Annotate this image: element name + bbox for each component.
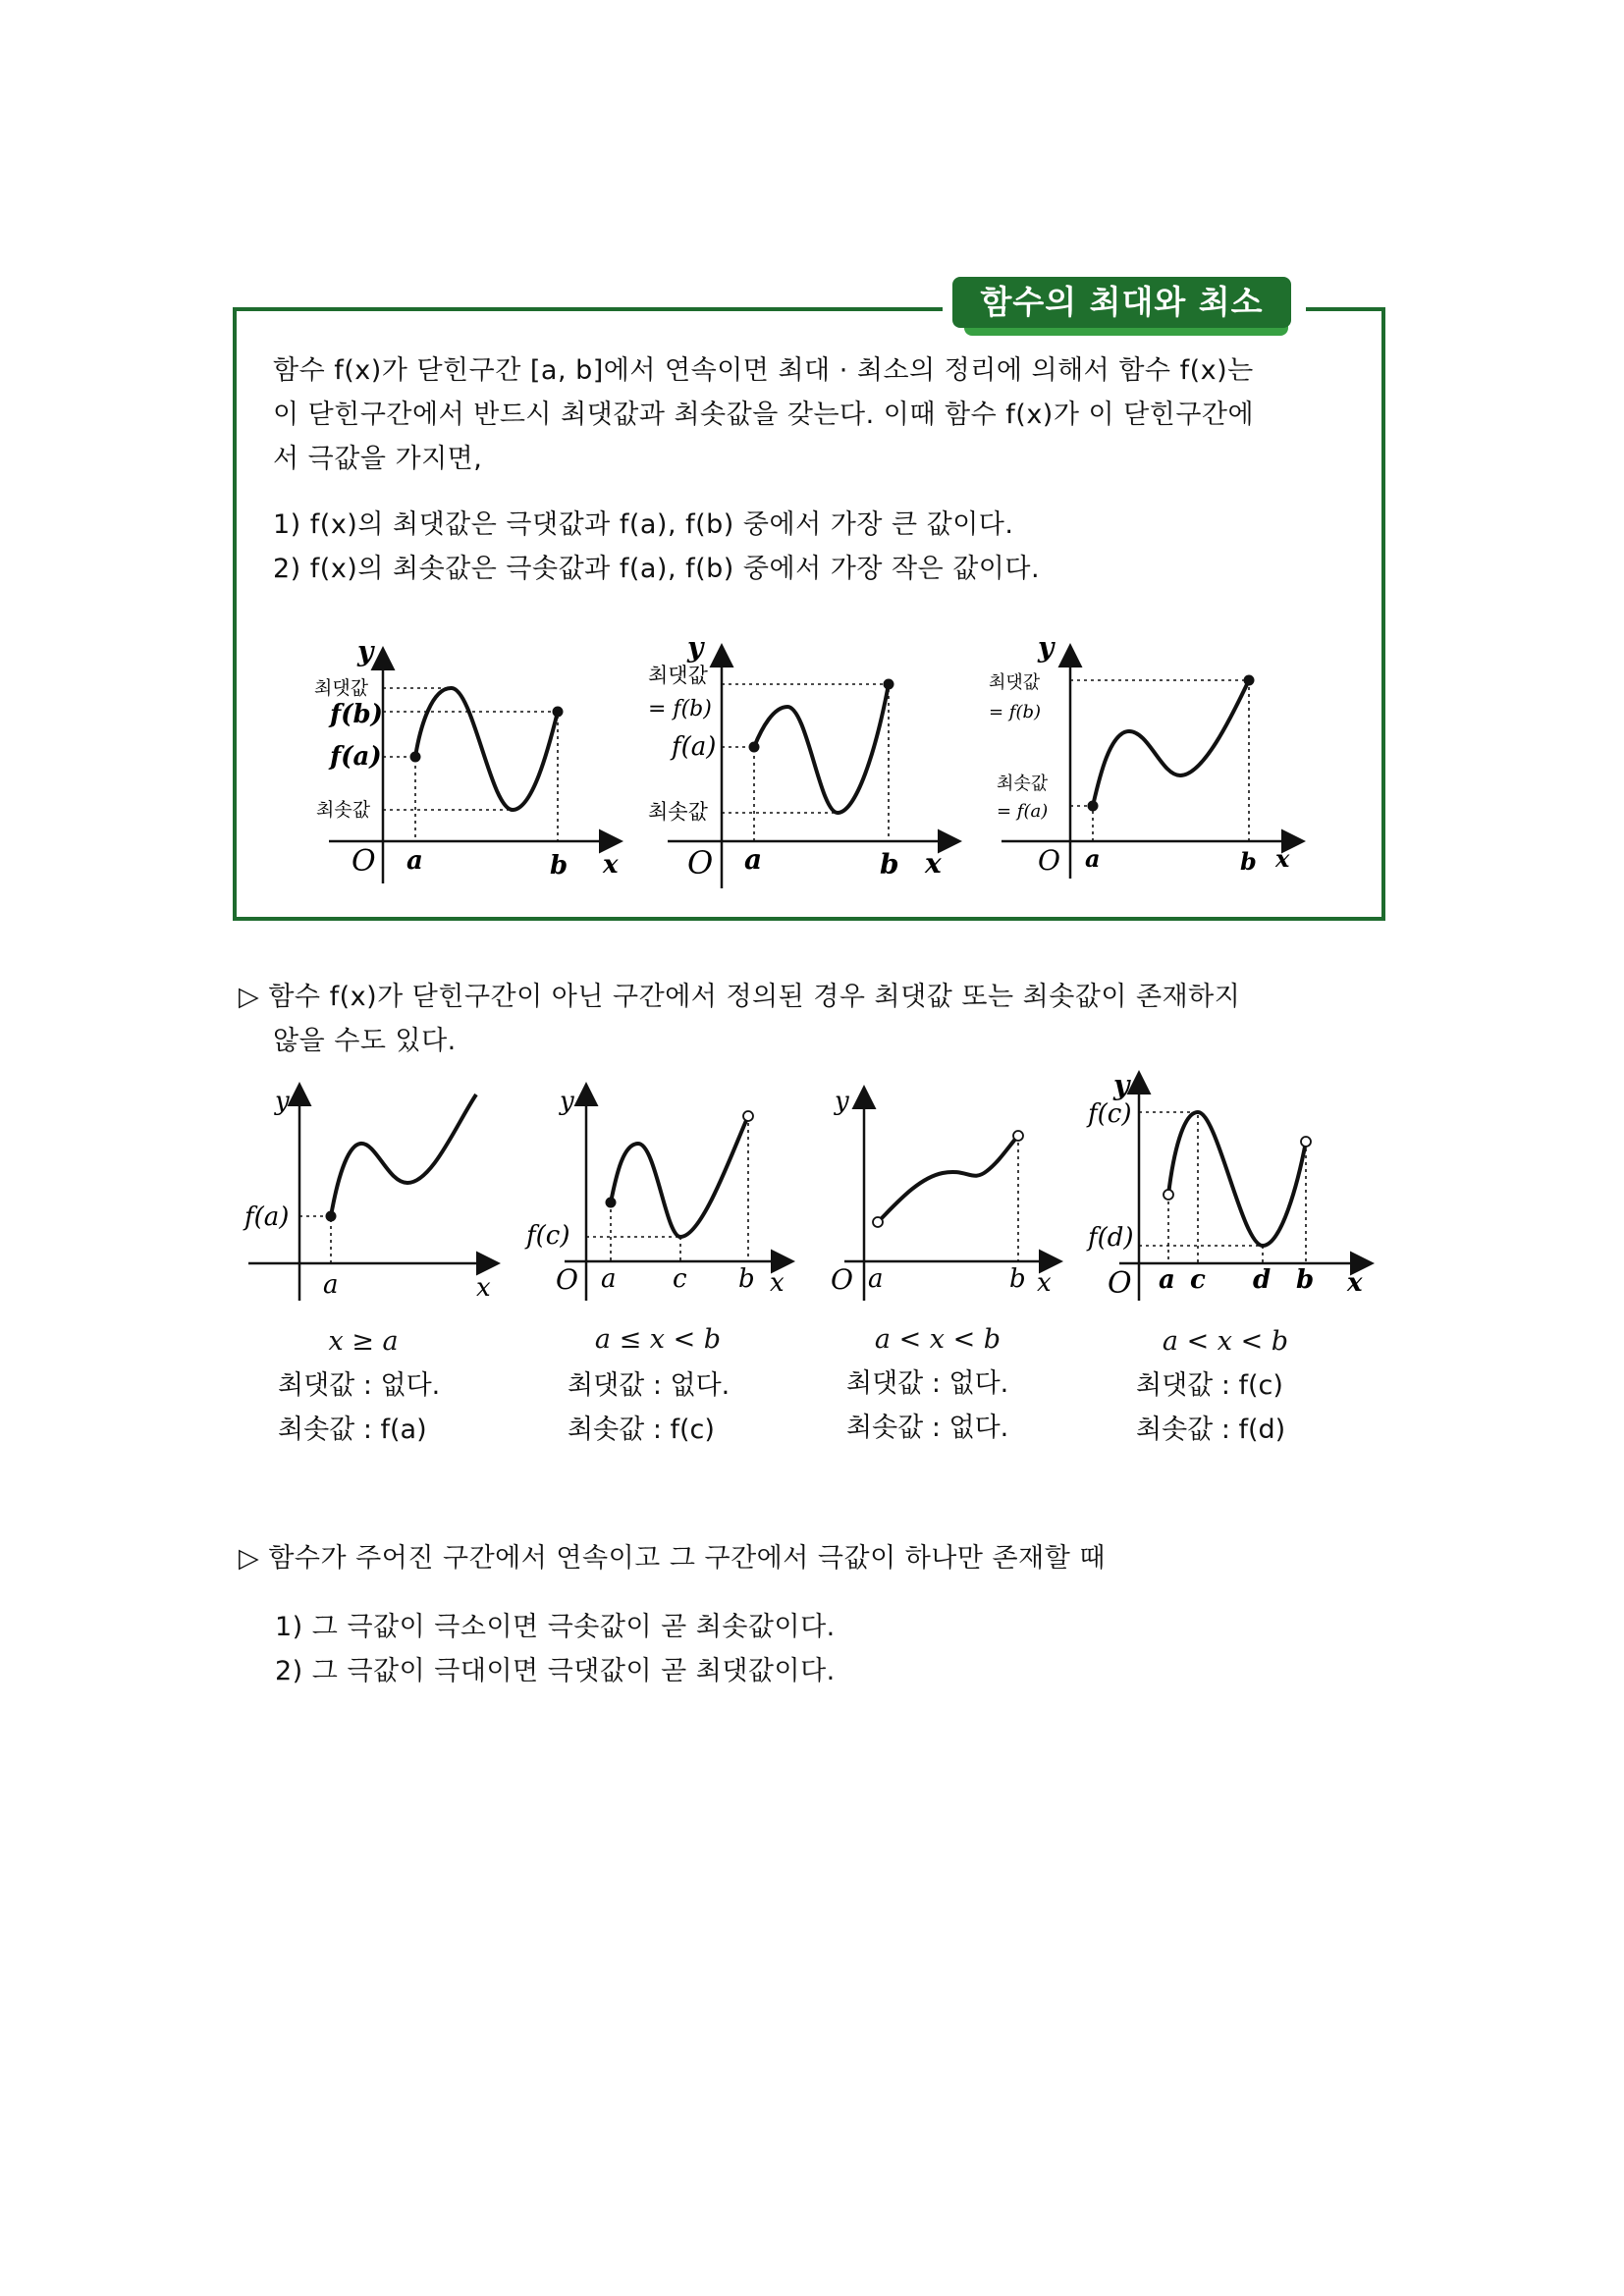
max-dotted-line (722, 684, 889, 841)
label-c: c (673, 1264, 687, 1294)
label-O: O (1038, 844, 1060, 877)
caption-2-max: 최댓값 : 없다. (568, 1370, 731, 1401)
label-fc: f(c) (526, 1221, 570, 1251)
label-O: O (556, 1263, 578, 1296)
caption-3-condition: a < x < b (874, 1324, 1001, 1355)
bottom-graph-2 (520, 1075, 795, 1310)
point-a-open (873, 1217, 883, 1227)
box-item-1: 1) f(x)의 최댓값은 극댓값과 f(a), f(b) 중에서 가장 큰 값이다. (273, 509, 1014, 540)
label-a: a (868, 1264, 884, 1294)
box-item-2: 2) f(x)의 최솟값은 극솟값과 f(a), f(b) 중에서 가장 작은 값이다. (273, 554, 1041, 584)
point-b (553, 707, 564, 718)
section3-heading: ▷ 함수가 주어진 구간에서 연속이고 그 구간에서 극값이 하나만 존재할 때 (239, 1543, 1106, 1574)
label-max: 최댓값 (989, 672, 1041, 693)
label-y: y (357, 635, 374, 667)
box-line-3: 서 극값을 가지면, (273, 444, 483, 474)
point-a-closed (606, 1198, 617, 1208)
label-x: x (925, 847, 942, 880)
point-b (884, 679, 894, 690)
caption-2-condition: a ≤ x < b (594, 1324, 722, 1355)
label-fb: f(b) (330, 700, 383, 729)
label-x: x (476, 1273, 491, 1303)
section3-item-1: 1) 그 극값이 극소이면 극솟값이 곧 최솟값이다. (275, 1612, 836, 1642)
label-a: a (744, 843, 763, 876)
label-max-eq: = f(b) (989, 702, 1042, 722)
label-y: y (1038, 633, 1055, 664)
label-b: b (1009, 1264, 1026, 1294)
label-b: b (1240, 847, 1257, 876)
label-b: b (738, 1264, 755, 1294)
label-x: x (603, 850, 619, 880)
label-min: 최솟값 (648, 800, 708, 824)
label-b: b (550, 851, 568, 881)
curve (331, 1095, 476, 1216)
bottom-graph-1 (241, 1075, 506, 1310)
label-a: a (406, 846, 423, 876)
point-b (1244, 675, 1255, 686)
box-line-1: 함수 f(x)가 닫힌구간 [a, b]에서 연속이면 최대 · 최소의 정리에 의해서 함수 f(x)는 (273, 355, 1254, 386)
label-fa: f(a) (330, 742, 382, 772)
label-y: y (275, 1087, 290, 1116)
label-a: a (1159, 1265, 1175, 1295)
label-a: a (601, 1264, 617, 1294)
label-O: O (352, 844, 376, 879)
curve (878, 1136, 1018, 1222)
fb-dotted-line (383, 712, 558, 841)
bottom-graph-4 (1080, 1065, 1375, 1310)
label-x: x (1347, 1268, 1363, 1298)
curve (611, 1116, 748, 1237)
label-c: c (1190, 1265, 1206, 1295)
label-y: y (835, 1087, 849, 1116)
label-O: O (1108, 1266, 1132, 1301)
fa-dotted-line (722, 747, 754, 841)
label-max: 최댓값 (314, 677, 369, 699)
label-y: y (1113, 1069, 1130, 1101)
label-fd: f(d) (1088, 1223, 1134, 1253)
caption-4-condition: a < x < b (1162, 1326, 1289, 1357)
title-badge (952, 277, 1296, 336)
caption-4-min: 최솟값 : f(d) (1136, 1415, 1286, 1445)
label-max: 최댓값 (648, 664, 708, 687)
point-a (749, 742, 760, 753)
point-b-open (1013, 1131, 1023, 1141)
fa-dotted-line (383, 757, 415, 841)
label-a: a (323, 1270, 339, 1300)
min-dotted-line (1070, 806, 1093, 841)
label-O: O (831, 1263, 853, 1296)
caption-2-min: 최솟값 : f(c) (568, 1415, 715, 1445)
point-a (410, 752, 421, 763)
label-x: x (1275, 844, 1290, 873)
point-b-open (1301, 1137, 1311, 1147)
top-graph-1 (304, 633, 628, 888)
label-fc: f(c) (1088, 1099, 1132, 1129)
point-a (1088, 801, 1099, 812)
label-x: x (1037, 1268, 1052, 1298)
caption-1-max: 최댓값 : 없다. (278, 1370, 441, 1401)
label-O: O (687, 844, 714, 881)
curve (754, 684, 889, 813)
point-a-open (1164, 1190, 1173, 1200)
top-graph-2 (638, 633, 962, 888)
caption-1-min: 최솟값 : f(a) (278, 1415, 427, 1445)
label-min-eq: = f(a) (997, 801, 1049, 822)
section3-item-2: 2) 그 극값이 극대이면 극댓값이 곧 최댓값이다. (275, 1656, 836, 1686)
caption-3-max: 최댓값 : 없다. (846, 1368, 1009, 1399)
curve (1168, 1112, 1306, 1246)
label-x: x (770, 1268, 785, 1298)
label-min: 최솟값 (997, 774, 1049, 794)
label-a: a (1085, 844, 1101, 873)
box-line-2: 이 닫힌구간에서 반드시 최댓값과 최솟값을 갖는다. 이때 함수 f(x)가 이 닫힌구간에 (273, 400, 1255, 430)
label-fa: f(a) (672, 732, 717, 762)
label-min: 최솟값 (316, 799, 371, 821)
label-max-eq: = f(b) (648, 697, 712, 721)
section-title: 함수의 최대와 최소 (952, 277, 1291, 328)
section2-line-2: 않을 수도 있다. (273, 1026, 457, 1056)
label-fa: f(a) (244, 1202, 290, 1232)
point-a (326, 1211, 337, 1222)
section2-line-1: ▷ 함수 f(x)가 닫힌구간이 아닌 구간에서 정의된 경우 최댓값 또는 최솟값이 존재하지 (239, 982, 1241, 1012)
bottom-graph-3 (805, 1075, 1065, 1310)
label-b: b (880, 848, 899, 881)
point-b-open (743, 1111, 753, 1121)
label-y: y (560, 1087, 574, 1116)
curve (1093, 680, 1249, 806)
caption-1-condition: x ≥ a (328, 1326, 399, 1357)
label-d: d (1253, 1265, 1272, 1295)
curve (415, 688, 558, 810)
fd-dotted-line (1139, 1246, 1263, 1263)
label-y: y (687, 633, 704, 664)
fa-dotted-line (299, 1216, 331, 1263)
top-graph-3 (977, 633, 1306, 888)
caption-4-max: 최댓값 : f(c) (1136, 1370, 1283, 1401)
label-b: b (1296, 1265, 1315, 1295)
caption-3-min: 최솟값 : 없다. (846, 1413, 1009, 1443)
